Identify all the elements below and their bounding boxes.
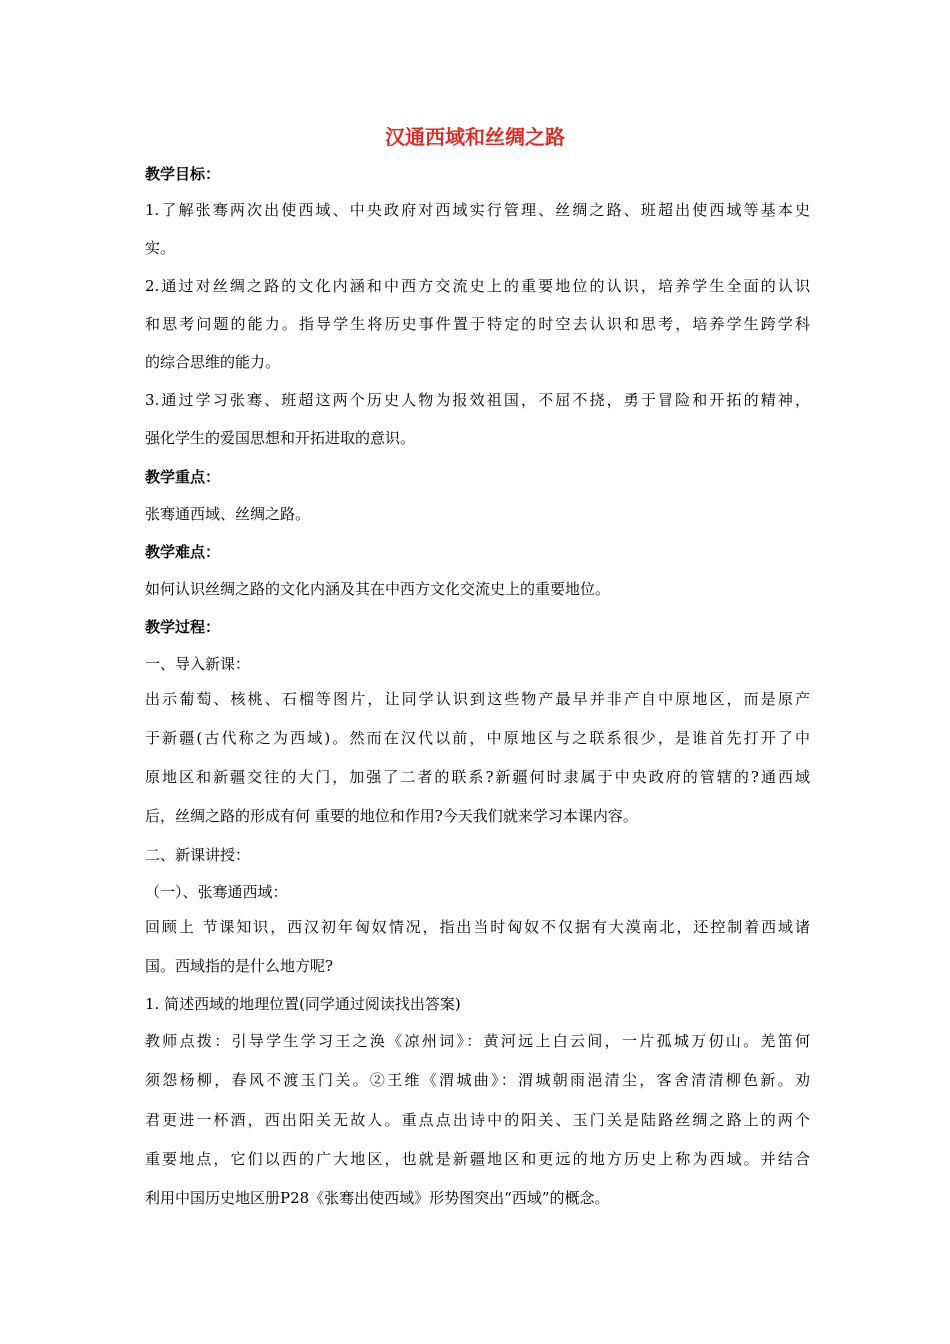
paragraph-line: 2.通过对丝绸之路的文化内涵和中西方交流史上的重要地位的认识，培养学生全面的认识 bbox=[145, 277, 810, 295]
paragraph-line: 的综合思维的能力。 bbox=[145, 353, 281, 371]
paragraph-line: 国。西域指的是什么地方呢? bbox=[145, 957, 334, 975]
paragraph-line: 重要地点，它们以西的广大地区，也就是新疆地区和更远的地方历史上称为西域。并结合 bbox=[145, 1150, 810, 1168]
paragraph-line: 原地区和新疆交往的大门，加强了二者的联系?新疆何时隶属于中央政府的管辖的?通西域 bbox=[145, 768, 810, 786]
paragraph-line: 1. 简述西域的地理位置(同学通过阅读找出答案) bbox=[145, 995, 461, 1013]
paragraph-line: 出示葡萄、核桃、石榴等图片，让同学认识到这些物产最早并非产自中原地区，而是原产 bbox=[145, 690, 810, 708]
subsection-heading: 一、导入新课： bbox=[145, 655, 251, 673]
paragraph-line: 3.通过学习张骞、班超这两个历史人物为报效祖国，不屈不挠，勇于冒险和开拓的精神， bbox=[145, 391, 810, 409]
subsection-heading: （一）、张骞通西域： bbox=[145, 883, 288, 901]
paragraph-line: 须怨杨柳，春风不渡玉门关。②王维《渭城曲》：渭城朝雨浥清尘，客舍清清柳色新。劝 bbox=[145, 1071, 810, 1089]
paragraph-line: 教师点拨：引导学生学习王之涣《凉州词》：黄河远上白云间，一片孤城万仞山。羌笛何 bbox=[145, 1032, 810, 1050]
paragraph-line: 回顾上 节课知识，西汉初年匈奴情况，指出当时匈奴不仅据有大漠南北，还控制着西域诸 bbox=[145, 918, 810, 936]
paragraph-line: 后，丝绸之路的形成有何 重要的地位和作用?今天我们就来学习本课内容。 bbox=[145, 807, 638, 825]
document-title: 汉通西域和丝绸之路 bbox=[385, 125, 565, 149]
section-heading-process: 教学过程： bbox=[145, 618, 221, 636]
paragraph-line: 于新疆(古代称之为西域)。然而在汉代以前，中原地区与之联系很少，是谁首先打开了中 bbox=[145, 729, 810, 747]
subsection-heading: 二、新课讲授： bbox=[145, 846, 251, 864]
paragraph-line: 君更进一杯酒，西出阳关无故人。重点点出诗中的阳关、玉门关是陆路丝绸之路上的两个 bbox=[145, 1111, 810, 1129]
paragraph-line: 1.了解张骞两次出使西域、中央政府对西域实行管理、丝绸之路、班超出使西域等基本史 bbox=[145, 201, 810, 219]
section-heading-objectives: 教学目标： bbox=[145, 165, 221, 183]
paragraph-line: 张骞通西域、丝绸之路。 bbox=[145, 505, 311, 523]
paragraph-line: 强化学生的爱国思想和开拓进取的意识。 bbox=[145, 429, 416, 447]
section-heading-key-points: 教学重点： bbox=[145, 468, 221, 486]
paragraph-line: 实。 bbox=[145, 239, 176, 257]
paragraph-line: 如何认识丝绸之路的文化内涵及其在中西方文化交流史上的重要地位。 bbox=[145, 580, 611, 598]
paragraph-line: 利用中国历史地区册P28《张骞出使西域》形势图突出“西域”的概念。 bbox=[145, 1189, 610, 1207]
section-heading-difficulties: 教学难点： bbox=[145, 543, 221, 561]
paragraph-line: 和思考问题的能力。指导学生将历史事件置于特定的时空去认识和思考，培养学生跨学科 bbox=[145, 315, 810, 333]
